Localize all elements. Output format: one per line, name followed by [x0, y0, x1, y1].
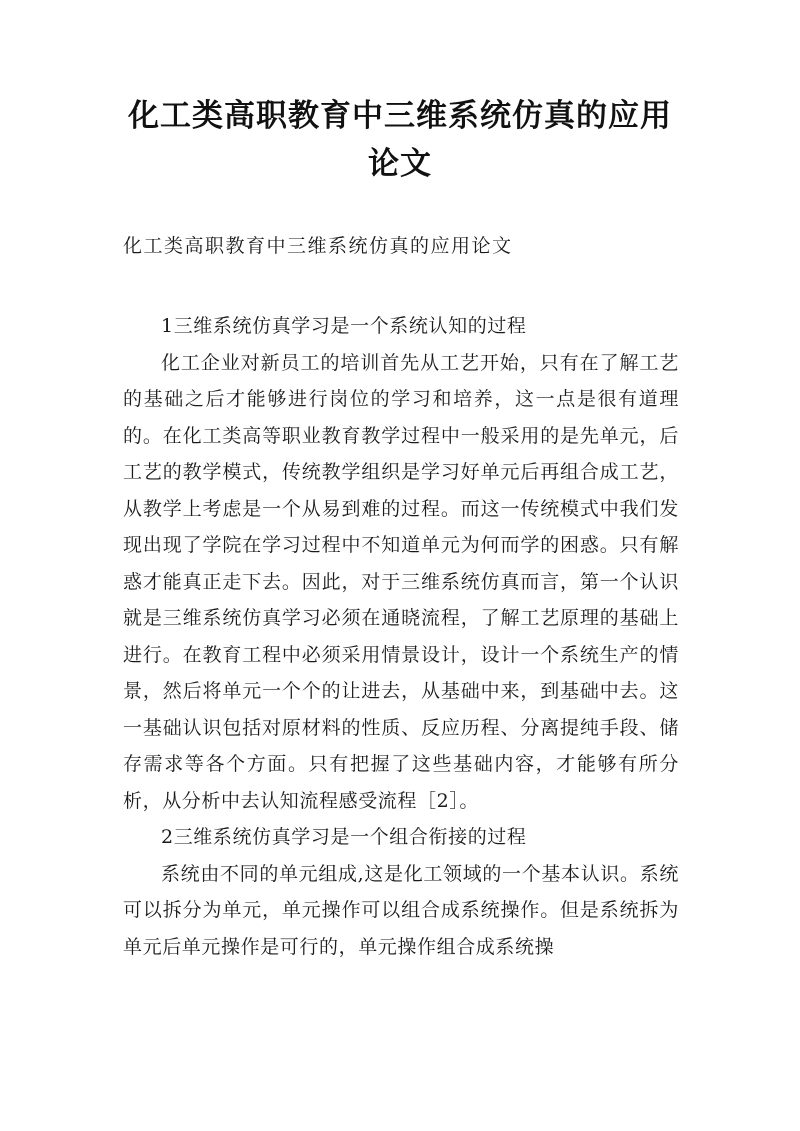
document-body — [123, 308, 679, 965]
document-title: 化工类高职教育中三维系统仿真的应用论文 — [128, 98, 672, 182]
body-paragraph-2: 系统由不同的单元组成,这是化工领域的一个基本认识。系统可以拆分为单元，单元操作可以组合成系统操作。但是系统拆为单元后单元操作是可行的，单元操作组合成系统操 — [123, 862, 679, 958]
body-paragraph-1: 化工企业对新员工的培训首先从工艺开始，只有在了解工艺的基础之后才能够进行岗位的学习和培养，这一点是很有道理的。在化工类高等职业教育教学过程中一般采用的是先单元，后工艺的教学模式，传统教学组织是学习好单元后再组合成工艺，从教学上考虑是一个从易到难的过程。而这一传统模式中我们发现出现了学院在学习过程中不知道单元为何而学的困惑。只有解惑才能真正走下去。因此，对于三维系统仿真而言，第一个认识就是三维系统仿真学习必须在通晓流程，了解工艺原理的基础上进行。在教育工程中必须采用情景设计，设计一个系统生产的情景，然后将单元一个个的让进去，从基础中来，到基础中去。这一基础认识包括对原材料的性质、反应历程、分离提纯手段、储存需求等各个方面。只有把握了这些基础内容，才能够有所分析，从分析中去认知流程感受流程［2］。 — [123, 351, 679, 812]
document-subtitle: 化工类高职教育中三维系统仿真的应用论文 — [123, 235, 513, 257]
section-heading-1: 1三维系统仿真学习是一个系统认知的过程 — [161, 315, 527, 337]
section-heading-2: 2三维系统仿真学习是一个组合衔接的过程 — [161, 826, 527, 848]
